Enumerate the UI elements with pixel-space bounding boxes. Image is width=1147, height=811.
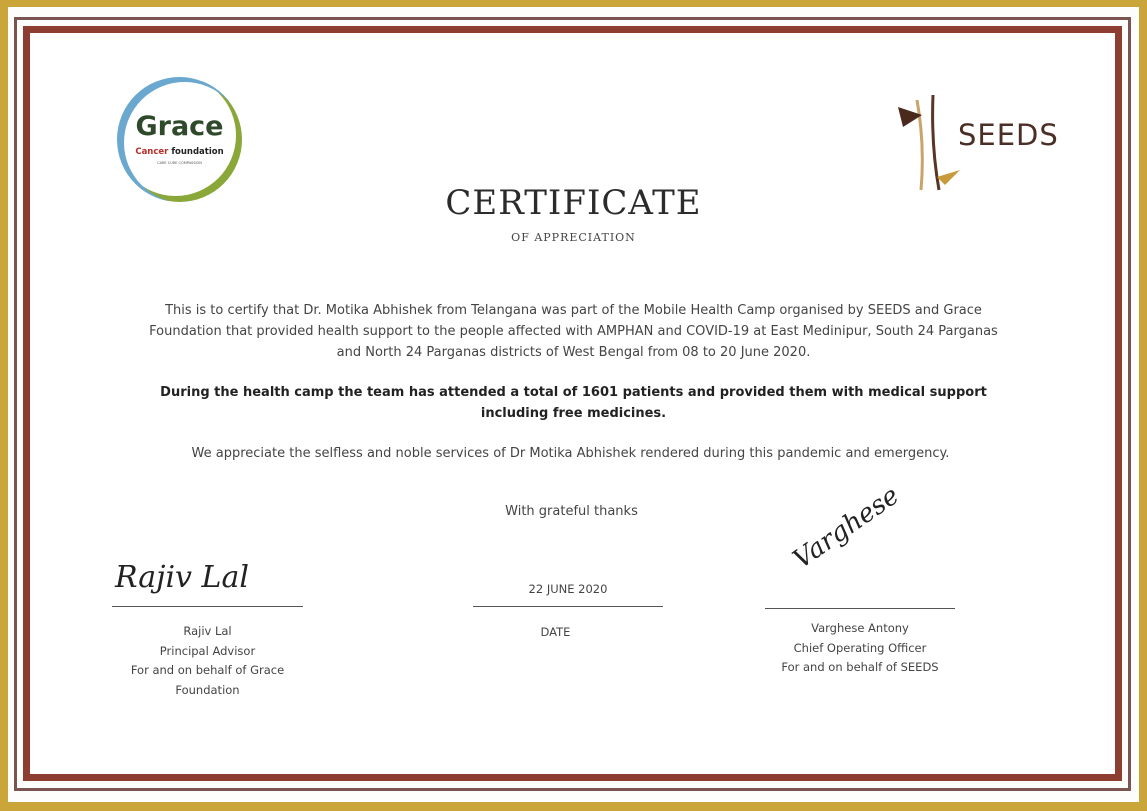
text-line: including free medicines. xyxy=(480,406,667,421)
seeds-logo-word: SEEDS xyxy=(958,118,1059,152)
certificate-subtitle: OF APPRECIATION xyxy=(511,231,636,244)
date-label: DATE xyxy=(540,625,571,639)
certification-paragraph xyxy=(0,300,1147,363)
grace-logo-subtitle xyxy=(117,147,242,157)
signatory-role: Principal Advisor xyxy=(159,643,256,658)
left-signatory-block xyxy=(110,622,305,700)
certificate-title: CERTIFICATE xyxy=(445,183,702,223)
text-line: During the health camp the team has attended a total of 1601 patients and provided them with medical support xyxy=(160,385,987,400)
signatory-org: Foundation xyxy=(175,682,240,697)
text-line: and North 24 Parganas districts of West Bengal from 08 to 20 June 2020. xyxy=(336,345,811,360)
patients-paragraph xyxy=(0,382,1147,424)
signatory-name: Varghese Antony xyxy=(811,621,909,635)
signatory-name: Rajiv Lal xyxy=(183,624,232,638)
text-line: Foundation that provided health support to the people affected with AMPHAN and COVID-19 at East Medinipur, South 24 Parganas xyxy=(149,324,998,339)
date-value: 22 JUNE 2020 xyxy=(528,582,608,596)
signatory-org: For and on behalf of Grace xyxy=(130,663,285,677)
appreciation-paragraph: We appreciate the selfless and noble services of Dr Motika Abhishek rendered during this pandemic and emergency. xyxy=(191,446,950,461)
seeds-bamboo-icon xyxy=(895,95,965,195)
signatory-role: Chief Operating Officer xyxy=(793,640,927,655)
closing-text: With grateful thanks xyxy=(505,504,638,519)
grace-logo-subtitle-dark: foundation xyxy=(171,147,224,157)
signatory-org: For and on behalf of SEEDS xyxy=(781,660,939,674)
right-signatory-block xyxy=(765,619,955,678)
grace-logo-word: Grace xyxy=(135,111,224,142)
signature-line-date xyxy=(473,606,663,607)
text-line: This is to certify that Dr. Motika Abhishek from Telangana was part of the Mobile Health Camp organised by SEEDS and Grace xyxy=(165,303,982,318)
grace-logo-subtitle-red: Cancer xyxy=(135,147,169,157)
grace-logo-tagline: CARE CURE COMPASSION xyxy=(157,161,202,165)
signature-varghese-antony: Varghese xyxy=(787,480,905,575)
signature-line-right xyxy=(765,608,955,609)
signature-line-left xyxy=(112,606,303,607)
signature-rajiv-lal: Rajiv Lal xyxy=(115,560,249,595)
